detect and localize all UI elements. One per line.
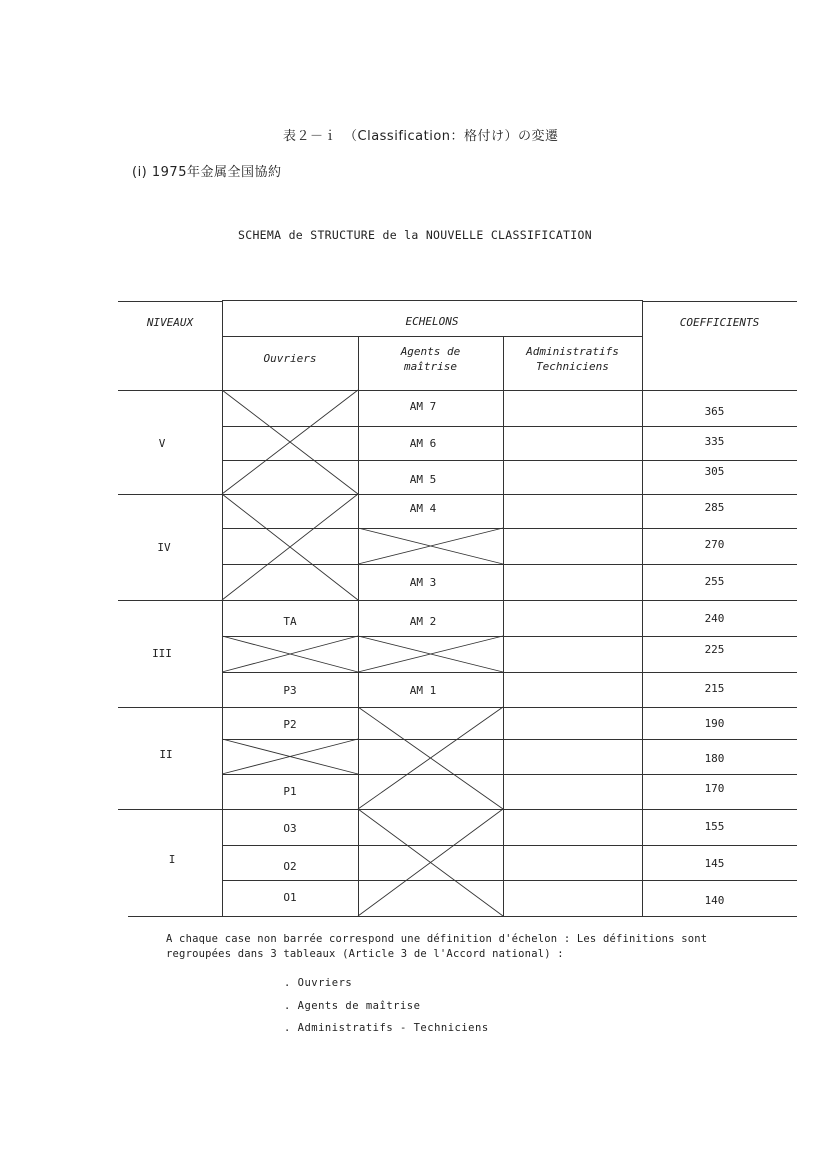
header-niveaux: NIVEAUX	[146, 316, 194, 329]
header-agents-line2: maîtrise	[404, 360, 457, 373]
agents-cell: AM 5	[409, 473, 437, 486]
coefficient-cell: 255	[704, 575, 725, 588]
coefficient-cell: 140	[704, 894, 725, 907]
agents-cell: AM 6	[409, 437, 437, 450]
coefficient-cell: 285	[704, 501, 725, 514]
ouvriers-cell: O2	[283, 860, 297, 873]
coefficient-cell: 145	[704, 857, 725, 870]
note-list-item: . Administratifs - Techniciens	[284, 1022, 489, 1034]
coefficient-cell: 225	[704, 643, 725, 656]
schema-title: SCHEMA de STRUCTURE de la NOUVELLE CLASSIFICATION	[238, 228, 592, 242]
document-subtitle: (i) 1975年金属全国協約	[132, 165, 282, 180]
agents-cell: AM 2	[409, 615, 437, 628]
note-list-item: . Agents de maîtrise	[284, 1000, 421, 1012]
level-label: V	[158, 437, 166, 450]
agents-cell: AM 7	[409, 400, 437, 413]
agents-cell: AM 4	[409, 502, 437, 515]
coefficient-cell: 335	[704, 435, 725, 448]
agents-cell: AM 3	[409, 576, 437, 589]
coefficient-cell: 305	[704, 465, 725, 478]
header-ouvriers: Ouvriers	[263, 352, 317, 365]
note-line: regroupées dans 3 tableaux (Article 3 de l'Accord national) :	[166, 948, 564, 960]
header-coefficients: COEFFICIENTS	[679, 316, 760, 329]
header-echelons: ECHELONS	[405, 315, 459, 328]
ouvriers-cell: O3	[283, 822, 297, 835]
header-agents-line1: Agents de	[400, 345, 461, 358]
coefficient-cell: 155	[704, 820, 725, 833]
note-list-item: . Ouvriers	[284, 977, 353, 989]
ouvriers-cell: O1	[283, 891, 297, 904]
coefficient-cell: 180	[704, 752, 725, 765]
coefficient-cell: 270	[704, 538, 725, 551]
header-admin-line2: Techniciens	[536, 360, 609, 373]
coefficient-cell: 170	[704, 782, 725, 795]
coefficient-cell: 240	[704, 612, 725, 625]
note-line: A chaque case non barrée correspond une définition d'échelon : Les définitions sont	[166, 933, 708, 945]
coefficient-cell: 215	[704, 682, 725, 695]
ouvriers-cell: P2	[283, 718, 297, 731]
agents-cell: AM 1	[409, 684, 437, 697]
ouvriers-cell: P1	[283, 785, 297, 798]
level-label: I	[168, 853, 176, 866]
ouvriers-cell: P3	[283, 684, 297, 697]
coefficient-cell: 190	[704, 717, 725, 730]
document-title: 表２－ｉ （Classification：格付け）の変遷	[283, 129, 559, 144]
level-label: III	[152, 647, 172, 660]
level-label: IV	[157, 541, 171, 554]
level-label: II	[159, 748, 173, 761]
header-admin-line1: Administratifs	[526, 345, 619, 358]
ouvriers-cell: TA	[283, 615, 297, 628]
coefficient-cell: 365	[704, 405, 725, 418]
